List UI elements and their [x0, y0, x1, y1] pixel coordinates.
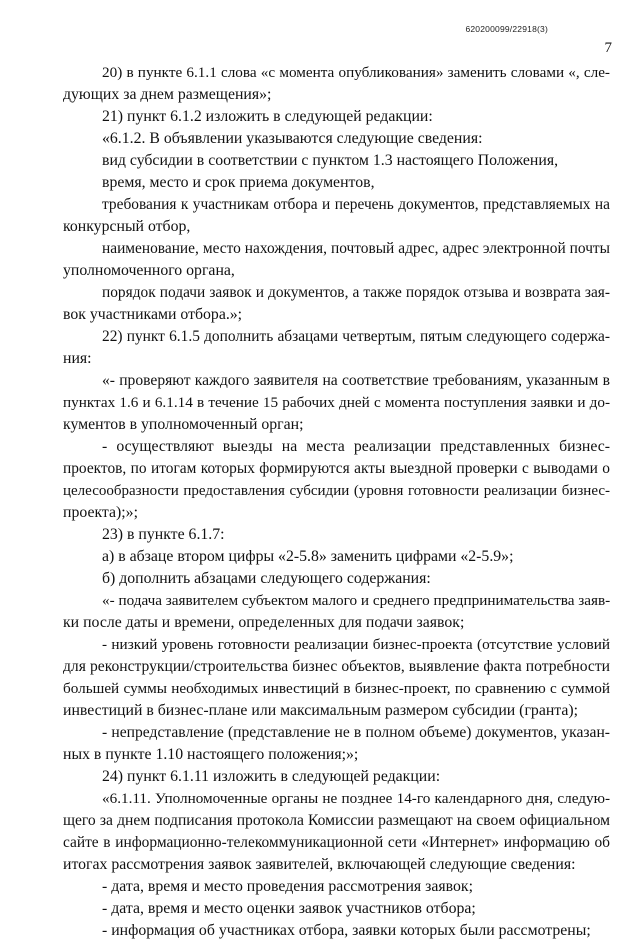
text-line: 21) пункт 6.1.2 изложить в следующей редакции: — [102, 108, 433, 125]
text-line: б) дополнить абзацами следующего содержания: — [102, 570, 431, 587]
text-line: проектов, по итогам которых формируются акты выездной проверки с выводами о — [63, 460, 610, 477]
text-line: инвестиций в бизнес-плане или максимальным размером субсидии (гранта); — [63, 702, 579, 719]
text-line: вок участниками отбора.»; — [63, 306, 243, 323]
text-line: «- подача заявителем субъектом малого и среднего предпринимательства заяв- — [102, 592, 611, 609]
text-line: «6.1.11. Уполномоченные органы не позднее 14-го календарного дня, следую- — [102, 790, 610, 807]
text-line: итогах рассмотрения заявок заявителей, включающей следующие сведения: — [63, 856, 576, 873]
text-line: - дата, время и место проведения рассмотрения заявок; — [102, 878, 473, 895]
text-line: целесообразности предоставления субсидии (уровня готовности реализации бизнес- — [63, 483, 610, 499]
text-line: вид субсидии в соответствии с пунктом 1.3 настоящего Положения, — [102, 152, 559, 169]
text-line: 20) в пункте 6.1.1 слова «с момента опубликования» заменить словами «, сле- — [102, 64, 610, 81]
text-line: 23) в пункте 6.1.7: — [102, 526, 225, 543]
text-line: - непредставление (представление не в полном объеме) документов, указан- — [102, 724, 610, 741]
text-line: «- проверяют каждого заявителя на соответствие требованиям, указанным в — [102, 372, 610, 389]
text-line: уполномоченного органа, — [63, 262, 235, 279]
text-line: пунктах 1.6 и 6.1.14 в течение 15 рабочих дней с момента поступления заявки и до- — [63, 394, 610, 411]
text-line: - низкий уровень готовности реализации бизнес-проекта (отсутствие условий — [102, 636, 610, 653]
text-line: проекта);»; — [63, 504, 138, 521]
text-line: кументов в уполномоченный орган; — [63, 416, 304, 433]
text-line: ки после даты и времени, определенных для подачи заявок; — [63, 614, 465, 631]
text-line: время, место и срок приема документов, — [102, 174, 375, 191]
text-line: конкурсный отбор, — [63, 218, 191, 235]
text-line: сайте в информационно-телекоммуникационной сети «Интернет» информацию об — [63, 834, 610, 851]
text-line: требования к участникам отбора и перечень документов, представляемых на — [102, 196, 610, 213]
text-line: порядок подачи заявок и документов, а также порядок отзыва и возврата зая- — [102, 284, 610, 301]
text-line: дующих за днем размещения»; — [63, 86, 272, 103]
text-line: «6.1.2. В объявлении указываются следующие сведения: — [102, 130, 483, 147]
page-number: 7 — [604, 40, 612, 56]
text-line: - дата, время и место оценки заявок участников отбора; — [102, 900, 476, 917]
text-line: а) в абзаце втором цифры «2-5.8» заменить цифрами «2-5.9»; — [102, 548, 514, 565]
text-line: 24) пункт 6.1.11 изложить в следующей редакции: — [102, 768, 441, 785]
text-line: - информация об участниках отбора, заявки которых были рассмотрены; — [102, 922, 591, 939]
text-line: наименование, место нахождения, почтовый адрес, адрес электронной почты — [102, 240, 610, 257]
text-line: ния: — [63, 350, 92, 367]
text-line: 22) пункт 6.1.5 дополнить абзацами четвертым, пятым следующего содержа- — [102, 328, 610, 345]
document-code: 620200099/22918(3) — [465, 24, 548, 34]
text-line: щего за днем подписания протокола Комиссии размещают на своем официальном — [63, 812, 610, 829]
text-line: для реконструкции/строительства бизнес объектов, выявление факта потребности — [63, 658, 610, 675]
text-line: ных в пункте 1.10 настоящего положения;»; — [63, 746, 359, 763]
text-line: - осуществляют выезды на места реализации представленных бизнес- — [102, 438, 610, 455]
text-line: большей суммы необходимых инвестиций в бизнес-проект, по сравнению с суммой — [63, 680, 610, 697]
